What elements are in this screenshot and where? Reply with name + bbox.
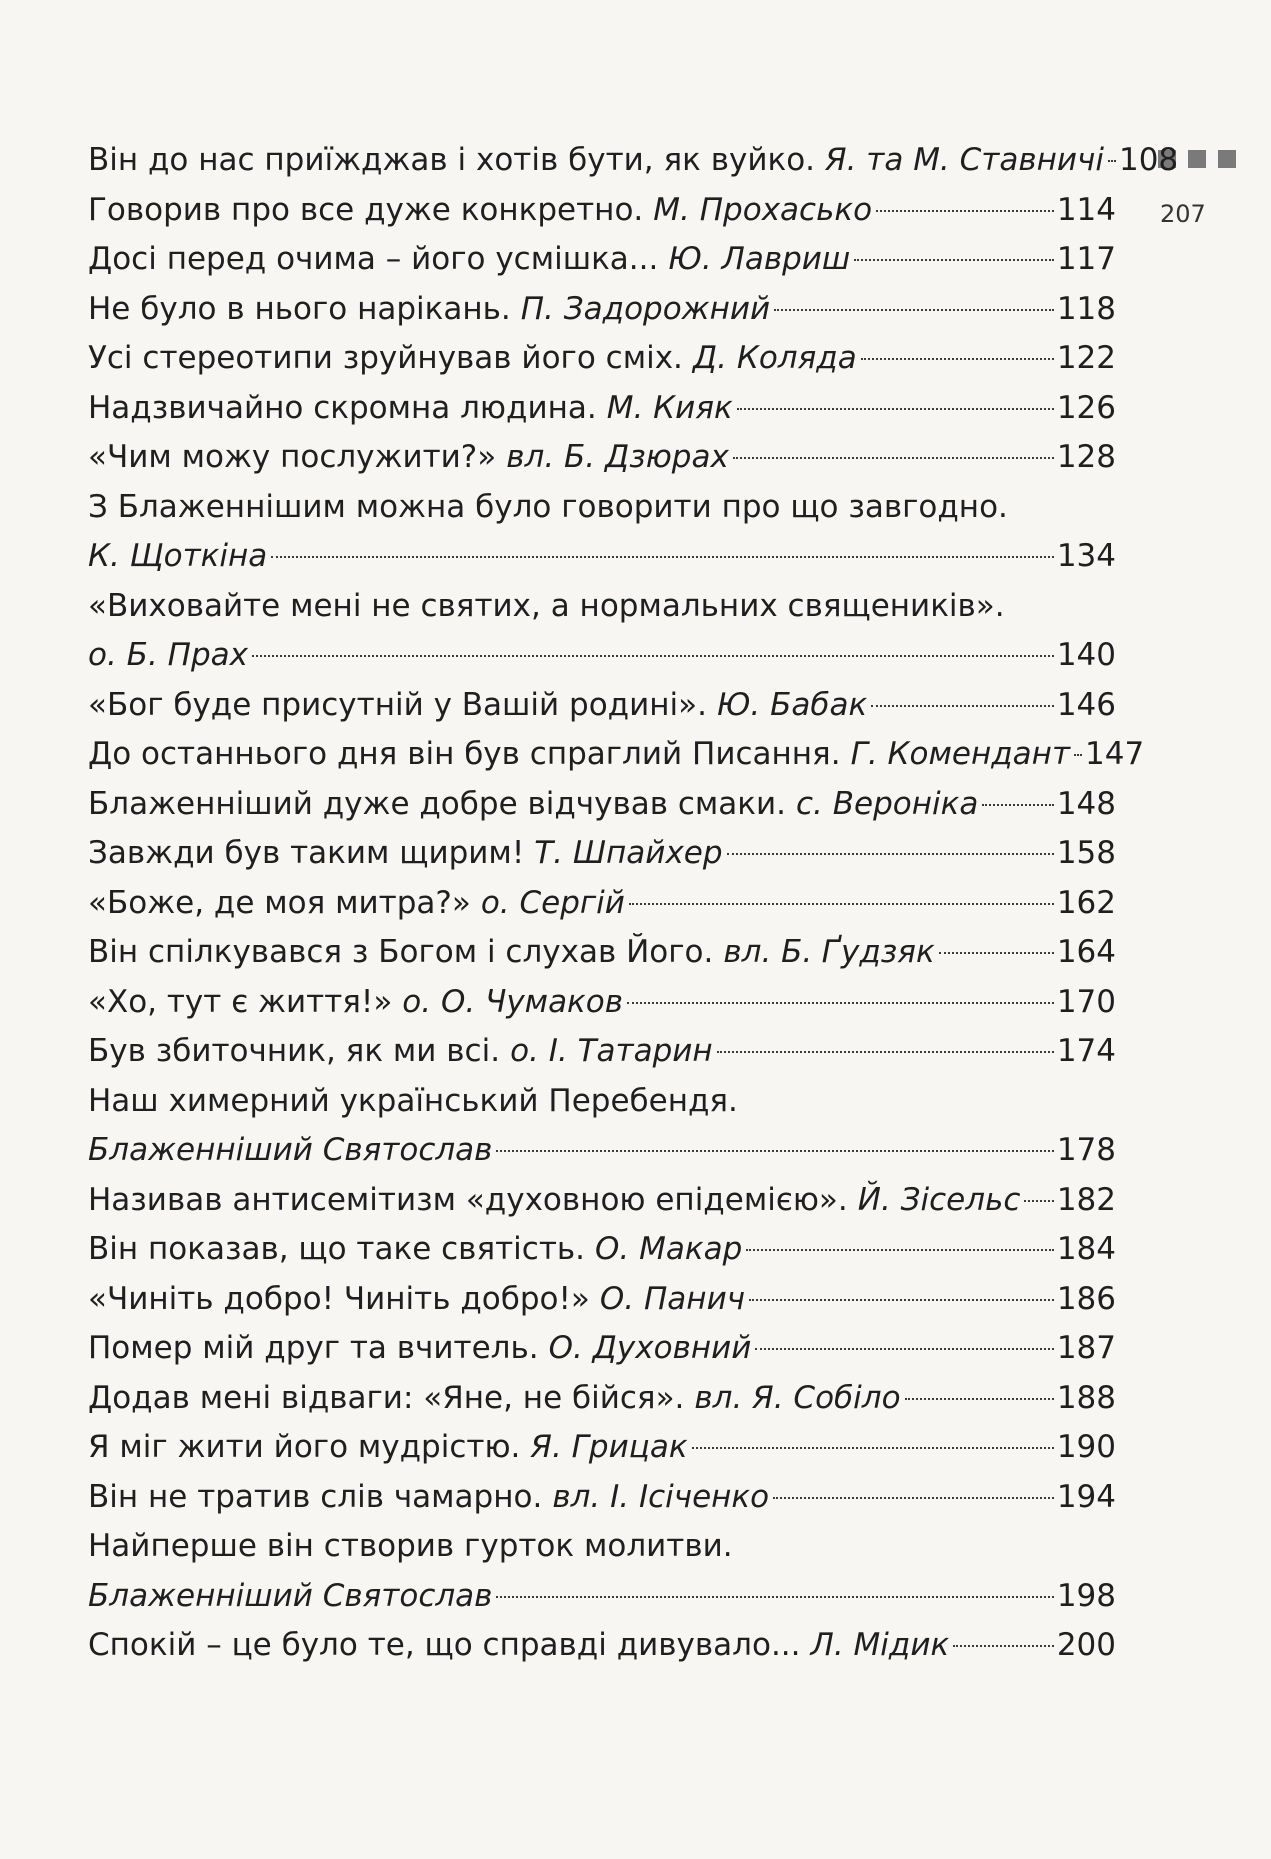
- entry-page-number: 198: [1056, 1577, 1116, 1614]
- toc-entry: [88, 1621, 1116, 1671]
- entry-author: Й. Зісельс: [857, 1181, 1021, 1218]
- dot-leader: [1024, 1200, 1053, 1202]
- dot-leader: [496, 1596, 1053, 1598]
- entry-page-number: 140: [1056, 637, 1116, 673]
- entry-title: З Блаженнішим можна було говорити про що завгодно.: [88, 488, 1008, 525]
- toc-entry: [88, 780, 1116, 830]
- entry-page-number: 200: [1056, 1627, 1116, 1663]
- entry-author: Я. Грицак: [530, 1429, 688, 1465]
- entry-author: о. О. Чумаков: [402, 983, 624, 1020]
- toc-entry: [88, 1374, 1116, 1424]
- toc-entry: [88, 186, 1116, 236]
- entry-author: о. Сергій: [480, 884, 625, 921]
- toc-entry: [88, 1324, 1116, 1374]
- entry-page-number: 170: [1056, 983, 1116, 1020]
- toc-entry-title-line: [88, 483, 1116, 533]
- toc-entry: [88, 1126, 1116, 1176]
- dot-leader: [727, 853, 1054, 855]
- entry-page-number: 126: [1056, 389, 1116, 426]
- entry-title: Говорив про все дуже конкретно.: [88, 191, 644, 228]
- entry-page-number: 194: [1056, 1478, 1116, 1515]
- entry-author: с. Вероніка: [796, 785, 979, 822]
- entry-title: Я міг жити його мудрістю.: [88, 1429, 521, 1465]
- entry-title: Помер мій друг та вчитель.: [88, 1330, 539, 1366]
- entry-author: вл. І. Ісіченко: [552, 1478, 770, 1515]
- entry-page-number: 148: [1056, 785, 1116, 822]
- entry-title: Він спілкувався з Богом і слухав Його.: [88, 934, 714, 970]
- entry-page-number: 117: [1056, 241, 1116, 277]
- toc-entry: [88, 384, 1116, 434]
- toc-entry-title-line: [88, 1522, 1116, 1572]
- entry-author: Г. Комендант: [850, 736, 1070, 772]
- toc-entry: [88, 285, 1116, 335]
- toc-entry: [88, 879, 1116, 929]
- entry-title: Спокій – це було те, що справді дивувало...: [88, 1627, 801, 1663]
- entry-author: Ю. Бабак: [716, 686, 868, 723]
- toc-entry: [88, 334, 1116, 384]
- dot-leader: [692, 1447, 1054, 1449]
- entry-title: «Бог буде присутній у Вашій родині».: [88, 686, 707, 723]
- table-of-contents: [88, 136, 1179, 1671]
- entry-title: Наш химерний український Перебендя.: [88, 1082, 738, 1119]
- toc-entry: [88, 829, 1116, 879]
- entry-page-number: 184: [1056, 1231, 1116, 1267]
- entry-title: Блаженніший дуже добре відчував смаки.: [88, 785, 787, 822]
- dot-leader: [1074, 754, 1082, 756]
- square-mark-icon: [1188, 150, 1206, 168]
- entry-author: О. Духовний: [548, 1330, 752, 1366]
- dot-leader: [749, 1299, 1054, 1301]
- entry-title: Він не тратив слів чамарно.: [88, 1478, 543, 1515]
- dot-leader: [861, 358, 1054, 360]
- entry-page-number: 147: [1085, 736, 1145, 772]
- dot-leader: [717, 1051, 1054, 1053]
- toc-entry: [88, 730, 1145, 780]
- dot-leader: [746, 1249, 1054, 1251]
- entry-page-number: 187: [1056, 1330, 1116, 1366]
- dot-leader: [939, 952, 1054, 954]
- toc-entry: [88, 1027, 1116, 1077]
- toc-entry: [88, 928, 1116, 978]
- dot-leader: [252, 655, 1054, 657]
- entry-title: «Хо, тут є життя!»: [88, 983, 393, 1020]
- entry-page-number: 162: [1056, 884, 1116, 921]
- entry-page-number: 174: [1056, 1033, 1116, 1069]
- dot-leader: [876, 210, 1054, 212]
- toc-entry: [88, 136, 1179, 186]
- entry-title: Він показав, що таке святість.: [88, 1231, 585, 1267]
- dot-leader: [774, 309, 1054, 311]
- toc-entry: [88, 1176, 1116, 1226]
- entry-author: П. Задорожний: [520, 290, 771, 327]
- entry-page-number: 128: [1056, 439, 1116, 475]
- entry-title: Надзвичайно скромна людина.: [88, 389, 597, 426]
- dot-leader: [629, 903, 1054, 905]
- entry-author: о. І. Татарин: [510, 1033, 713, 1069]
- entry-page-number: 188: [1056, 1379, 1116, 1416]
- entry-author: вл. Я. Собіло: [694, 1379, 901, 1416]
- entry-title: «Боже, де моя митра?»: [88, 884, 471, 921]
- entry-page-number: 190: [1056, 1429, 1116, 1465]
- entry-author: М. Кияк: [606, 389, 733, 426]
- entry-page-number: 182: [1056, 1181, 1116, 1218]
- entry-title: Досі перед очима – його усмішка...: [88, 241, 659, 277]
- dot-leader: [733, 457, 1054, 459]
- entry-author: О. Панич: [599, 1280, 746, 1317]
- dot-leader: [496, 1150, 1053, 1152]
- entry-author: О. Макар: [595, 1231, 743, 1267]
- entry-title: «Чим можу послужити?»: [88, 439, 497, 475]
- toc-entry: [88, 978, 1116, 1028]
- dot-leader: [627, 1002, 1054, 1004]
- entry-author: Я. та М. Ставничі: [825, 142, 1104, 178]
- toc-entry: [88, 532, 1116, 582]
- entry-author: о. Б. Прах: [88, 637, 248, 673]
- entry-page-number: 114: [1056, 191, 1116, 228]
- entry-author: М. Прохасько: [653, 191, 873, 228]
- entry-page-number: 118: [1056, 290, 1116, 327]
- entry-title: До останнього дня він був спраглий Писання.: [88, 736, 841, 772]
- entry-page-number: 122: [1056, 340, 1116, 376]
- entry-author: вл. Б. Дзюрах: [506, 439, 729, 475]
- toc-entry: [88, 433, 1116, 483]
- toc-entry: [88, 681, 1116, 731]
- dot-leader: [905, 1398, 1054, 1400]
- dot-leader: [773, 1497, 1054, 1499]
- entry-author: Блаженніший Святослав: [88, 1132, 493, 1168]
- toc-entry: [88, 1275, 1116, 1325]
- dot-leader: [982, 804, 1053, 806]
- dot-leader: [871, 705, 1054, 707]
- entry-title: Завжди був таким щирим!: [88, 835, 525, 871]
- dot-leader: [1108, 160, 1116, 162]
- dot-leader: [755, 1348, 1053, 1350]
- square-mark-icon: [1218, 150, 1236, 168]
- entry-title: «Виховайте мені не святих, а нормальних священиків».: [88, 587, 1005, 624]
- entry-title: «Чиніть добро! Чиніть добро!»: [88, 1280, 590, 1317]
- toc-entry-title-line: [88, 582, 1116, 632]
- entry-page-number: 146: [1056, 686, 1116, 723]
- entry-title: Найперше він створив гурток молитви.: [88, 1528, 733, 1564]
- entry-page-number: 108: [1118, 142, 1179, 178]
- dot-leader: [737, 408, 1054, 410]
- entry-author: Ю. Лавриш: [668, 241, 851, 277]
- entry-title: Називав антисемітизм «духовною епідемією».: [88, 1181, 848, 1218]
- toc-entry: [88, 1225, 1116, 1275]
- entry-page-number: 158: [1056, 835, 1116, 871]
- entry-title: Усі стереотипи зруйнував його сміх.: [88, 340, 683, 376]
- entry-page-number: 178: [1056, 1132, 1116, 1168]
- entry-title: Був збиточник, як ми всі.: [88, 1033, 501, 1069]
- dot-leader: [854, 259, 1054, 261]
- entry-page-number: 134: [1056, 538, 1116, 574]
- entry-page-number: 164: [1056, 934, 1116, 970]
- entry-page-number: 186: [1056, 1280, 1116, 1317]
- entry-title: Він до нас приїжджав і хотів бути, як вуйко.: [88, 142, 816, 178]
- toc-entry: [88, 1473, 1116, 1523]
- entry-author: Блаженніший Святослав: [88, 1577, 493, 1614]
- page-number: 207: [1160, 200, 1206, 228]
- entry-author: К. Щоткіна: [88, 538, 268, 574]
- toc-entry: [88, 631, 1116, 681]
- toc-entry: [88, 1423, 1116, 1473]
- dot-leader: [271, 556, 1054, 558]
- entry-author: вл. Б. Ґудзяк: [723, 934, 935, 970]
- entry-author: Л. Мідик: [810, 1627, 950, 1663]
- entry-title: Додав мені відваги: «Яне, не бійся».: [88, 1379, 685, 1416]
- entry-author: Д. Коляда: [692, 340, 857, 376]
- toc-entry-title-line: [88, 1077, 1116, 1127]
- entry-title: Не було в нього нарікань.: [88, 290, 511, 327]
- toc-entry: [88, 1572, 1116, 1622]
- dot-leader: [953, 1645, 1054, 1647]
- toc-entry: [88, 235, 1116, 285]
- entry-author: Т. Шпайхер: [534, 835, 723, 871]
